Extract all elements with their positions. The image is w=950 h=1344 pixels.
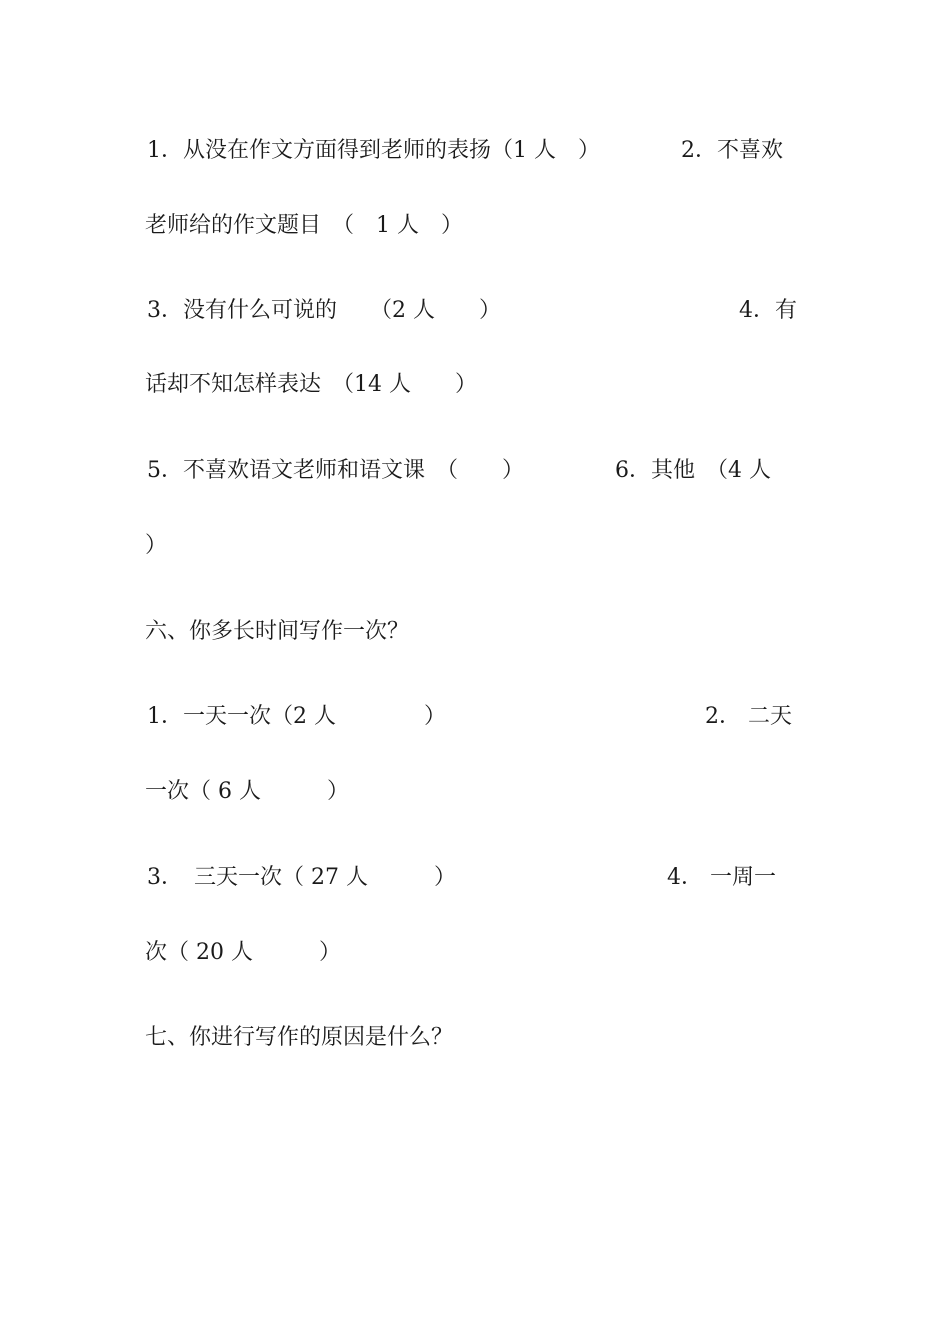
q5-option-line-6: [145, 529, 805, 563]
q5-option-4-end: 话却不知怎样表达 （14 人 ）: [145, 372, 477, 397]
q5-option-line-3: [145, 294, 805, 328]
q7-title-line: [145, 1021, 805, 1055]
q5-option-6-start: 6．其他 （4 人: [615, 458, 771, 483]
q6-option-line-1: [145, 700, 805, 734]
q6-option-line-2: [145, 775, 805, 809]
q6-option-4-start: 4． 一周一: [667, 865, 776, 890]
q5-option-line-4: [145, 368, 805, 402]
q5-option-5: 5．不喜欢语文老师和语文课 （ ）: [147, 458, 524, 483]
q5-option-2-end: 老师给的作文题目 （ 1 人 ）: [145, 213, 463, 238]
q6-option-2-start: 2． 二天: [705, 704, 792, 729]
q5-option-line-5: [145, 454, 805, 488]
q6-title: 六、你多长时间写作一次？: [145, 619, 410, 644]
q5-option-line-2: [145, 209, 805, 243]
q6-option-4-end: 次（ 20 人 ）: [145, 940, 341, 965]
q5-option-2-start: 2．不喜欢: [681, 138, 783, 163]
q7-title: 七、你进行写作的原因是什么？: [145, 1025, 454, 1050]
q6-option-3: 3． 三天一次（ 27 人 ）: [147, 865, 456, 890]
q6-option-2-end: 一次（ 6 人 ）: [145, 779, 349, 804]
q5-option-6-end: ）: [145, 533, 168, 558]
q6-option-1: 1．一天一次（2 人 ）: [147, 704, 446, 729]
q5-option-1: 1．从没在作文方面得到老师的表扬（1 人 ）: [147, 138, 600, 163]
q6-title-line: [145, 615, 805, 649]
q5-option-4-start: 4．有: [739, 298, 797, 323]
q6-option-line-4: [145, 936, 805, 970]
q5-option-line-1: [145, 134, 805, 168]
q6-option-line-3: [145, 861, 805, 895]
q5-option-3: 3．没有什么可说的 （2 人 ）: [147, 298, 501, 323]
